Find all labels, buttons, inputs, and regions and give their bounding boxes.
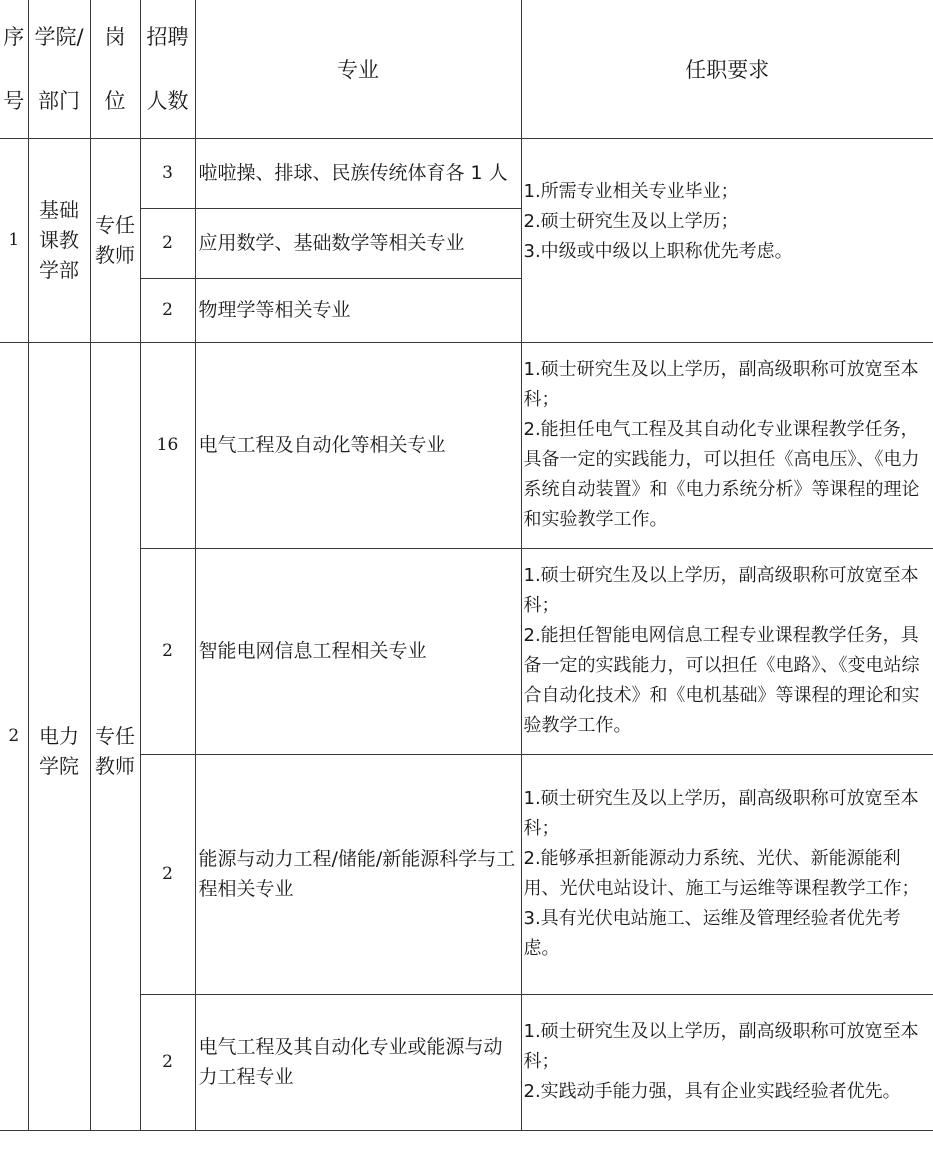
dept-line: 课教 — [39, 228, 79, 252]
dept-cell — [28, 138, 90, 342]
post-cell — [90, 342, 140, 1130]
post-line: 教师 — [95, 243, 135, 267]
requirement-item: 3.具有光伏电站施工、运维及管理经验者优先考虑。 — [523, 908, 901, 959]
count-cell: 3 — [140, 138, 195, 208]
dept-line: 学院 — [39, 754, 79, 778]
requirement-item: 1.硕士研究生及以上学历，副高级职称可放宽至本科； — [523, 565, 919, 616]
header-dept-line: 部门 — [38, 88, 80, 113]
requirement-item: 2.硕士研究生及以上学历； — [523, 210, 739, 232]
post-line: 教师 — [95, 754, 135, 778]
requirement-item: 2.能够承担新能源动力系统、光伏、新能源能利用、光伏电站设计、施工与运维等课程教学工作； — [523, 848, 920, 899]
post-cell — [90, 138, 140, 342]
requirements-cell — [521, 994, 933, 1130]
requirement-item: 1.硕士研究生及以上学历，副高级职称可放宽至本科； — [523, 788, 919, 839]
count-cell: 2 — [140, 548, 195, 754]
requirement-item: 2.能担任电气工程及其自动化专业课程教学任务，具备一定的实践能力，可以担任《高电压》、《电力系统自动装置》和《电力系统分析》等课程的理论和实验教学工作。 — [523, 419, 920, 530]
requirement-item: 3.中级或中级以上职称优先考虑。 — [523, 240, 793, 262]
requirements-cell — [521, 548, 933, 754]
group-index: 2 — [0, 342, 28, 1130]
dept-cell — [28, 342, 90, 1130]
header-major: 专业 — [195, 0, 521, 138]
major-cell: 电气工程及自动化等相关专业 — [195, 342, 521, 548]
count-cell: 2 — [140, 278, 195, 342]
table-row — [0, 994, 933, 1130]
table-row — [0, 548, 933, 754]
header-post — [90, 0, 140, 138]
header-index-line: 序 — [3, 24, 25, 49]
post-line: 专任 — [95, 213, 135, 237]
count-cell: 2 — [140, 994, 195, 1130]
dept-line: 电力 — [39, 724, 79, 748]
major-cell: 啦啦操、排球、民族传统体育各 1 人 — [195, 138, 521, 208]
requirements-cell — [521, 342, 933, 548]
dept-line: 基础 — [39, 198, 79, 222]
group-index: 1 — [0, 138, 28, 342]
table-row — [0, 754, 933, 994]
major-cell: 能源与动力工程/储能/新能源科学与工程相关专业 — [195, 754, 521, 994]
dept-line: 学部 — [39, 258, 79, 282]
count-cell: 16 — [140, 342, 195, 548]
header-count-line: 人数 — [146, 88, 189, 113]
major-cell: 电气工程及其自动化专业或能源与动力工程专业 — [195, 994, 521, 1130]
major-cell: 物理学等相关专业 — [195, 278, 521, 342]
header-requirements: 任职要求 — [521, 0, 933, 138]
header-index-line: 号 — [3, 88, 25, 113]
requirements-cell — [521, 138, 933, 342]
header-row — [0, 0, 933, 138]
header-post-line: 位 — [104, 88, 126, 113]
requirement-item: 2.实践动手能力强，具有企业实践经验者优先。 — [523, 1081, 901, 1102]
header-index — [0, 0, 28, 138]
major-cell: 智能电网信息工程相关专业 — [195, 548, 521, 754]
count-cell: 2 — [140, 208, 195, 278]
requirements-cell — [521, 754, 933, 994]
requirement-item: 1.所需专业相关专业毕业； — [523, 180, 739, 202]
header-dept-line: 学院/ — [34, 24, 84, 49]
requirement-item: 1.硕士研究生及以上学历，副高级职称可放宽至本科； — [523, 1021, 919, 1072]
header-count-line: 招聘 — [146, 24, 189, 49]
major-cell: 应用数学、基础数学等相关专业 — [195, 208, 521, 278]
post-line: 专任 — [95, 724, 135, 748]
header-post-line: 岗 — [104, 24, 126, 49]
table-row — [0, 138, 933, 208]
requirement-item: 2.能担任智能电网信息工程专业课程教学任务，具备一定的实践能力，可以担任《电路》、《变电站综合自动化技术》和《电机基础》等课程的理论和实验教学工作。 — [523, 625, 920, 736]
header-count — [140, 0, 195, 138]
requirement-item: 1.硕士研究生及以上学历，副高级职称可放宽至本科； — [523, 359, 919, 410]
header-dept — [28, 0, 90, 138]
table-row — [0, 342, 933, 548]
count-cell: 2 — [140, 754, 195, 994]
